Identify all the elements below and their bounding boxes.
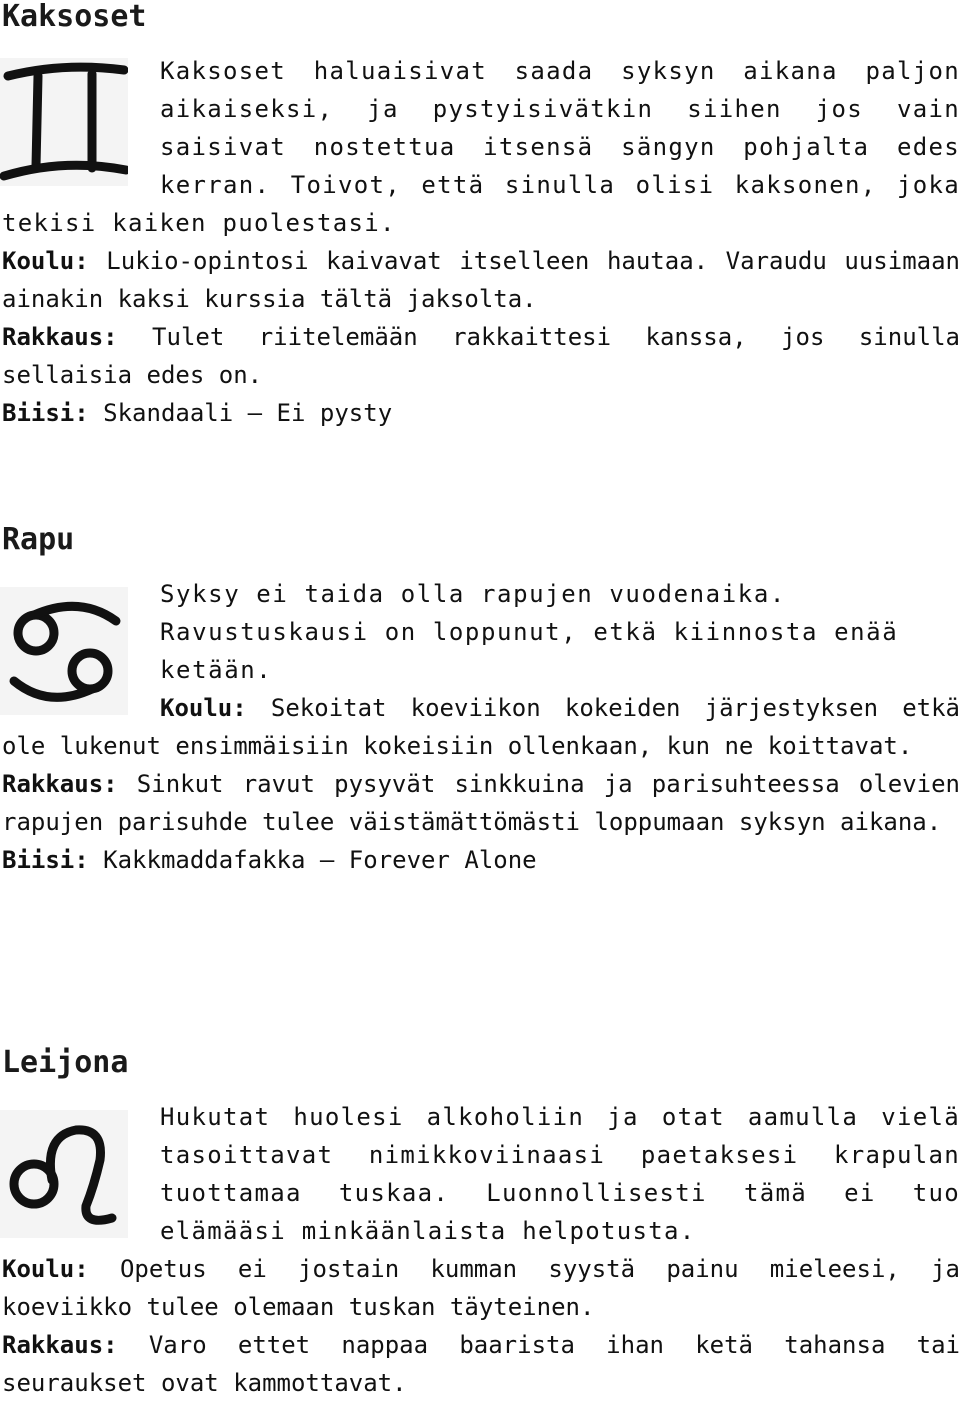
intro-text: Kaksoset haluaisivat saada syksyn aikana paljon aikaiseksi, ja pystyisivätkin siihen jos vain saisivat nostettua itsensä sängyn pohjalta edes kerran. Toivot, että sinulla olisi kaksonen, joka tekisi kaiken puolestasi. — [2, 57, 960, 237]
gemini-sign-icon — [0, 58, 128, 186]
section-title: Leijona — [2, 1045, 129, 1080]
rakkaus-paragraph — [0, 1326, 960, 1402]
koulu-paragraph — [0, 1250, 960, 1326]
biisi-label: Biisi: — [2, 399, 89, 427]
koulu-text: Lukio-opintosi kaivavat itselleen hautaa. Varaudu uusimaan ainakin kaksi kurssia tältä jaksolta. — [2, 247, 960, 313]
cancer-sign-icon — [0, 587, 128, 715]
rakkaus-paragraph — [0, 765, 960, 841]
rakkaus-label: Rakkaus: — [2, 1331, 118, 1359]
rakkaus-label: Rakkaus: — [2, 770, 118, 798]
rakkaus-text: Tulet riitelemään rakkaittesi kanssa, jos sinulla sellaisia edes on. — [2, 323, 960, 389]
section-title: Kaksoset — [2, 0, 147, 34]
intro-text: Syksy ei taida olla rapujen vuodenaika. Ravustuskausi on loppunut, etkä kiinnosta enää ketään. — [160, 580, 899, 684]
koulu-text: Opetus ei jostain kumman syystä painu mieleesi, ja koeviikko tulee olemaan tuskan täyteinen. — [2, 1255, 960, 1321]
section-kaksoset — [0, 0, 960, 432]
koulu-label: Koulu: — [2, 1255, 89, 1283]
rakkaus-paragraph — [0, 318, 960, 394]
koulu-label: Koulu: — [2, 247, 89, 275]
koulu-label: Koulu: — [160, 694, 247, 722]
leo-sign-icon — [0, 1110, 128, 1238]
koulu-paragraph — [0, 242, 960, 318]
koulu-text: Sekoitat koeviikon kokeiden järjestyksen etkä ole lukenut ensimmäisiin kokeisiin ollenkaan, kun ne koittavat. — [2, 694, 960, 760]
koulu-paragraph — [0, 689, 960, 765]
rakkaus-label: Rakkaus: — [2, 323, 118, 351]
biisi-text: Skandaali – Ei pysty — [103, 399, 393, 427]
biisi-text: Kakkmaddafakka – Forever Alone — [103, 846, 537, 874]
rakkaus-text: Varo ettet nappaa baarista ihan ketä tahansa tai seuraukset ovat kammottavat. — [2, 1331, 960, 1397]
section-rapu — [0, 523, 960, 879]
biisi-paragraph — [0, 841, 960, 879]
biisi-label: Biisi: — [2, 846, 89, 874]
intro-text: Hukutat huolesi alkoholiin ja otat aamulla vielä tasoittavat nimikkoviinaasi paetaksesi krapulan tuottamaa tuskaa. Luonnollisesti tämä ei tuo elämääsi minkäänlaista helpotusta. — [160, 1103, 960, 1245]
section-leijona — [0, 1046, 960, 1402]
section-title: Rapu — [2, 522, 75, 557]
biisi-paragraph — [0, 394, 960, 432]
rakkaus-text: Sinkut ravut pysyvät sinkkuina ja parisuhteessa olevien rapujen parisuhde tulee väistämättömästi loppumaan syksyn aikana. — [2, 770, 960, 836]
